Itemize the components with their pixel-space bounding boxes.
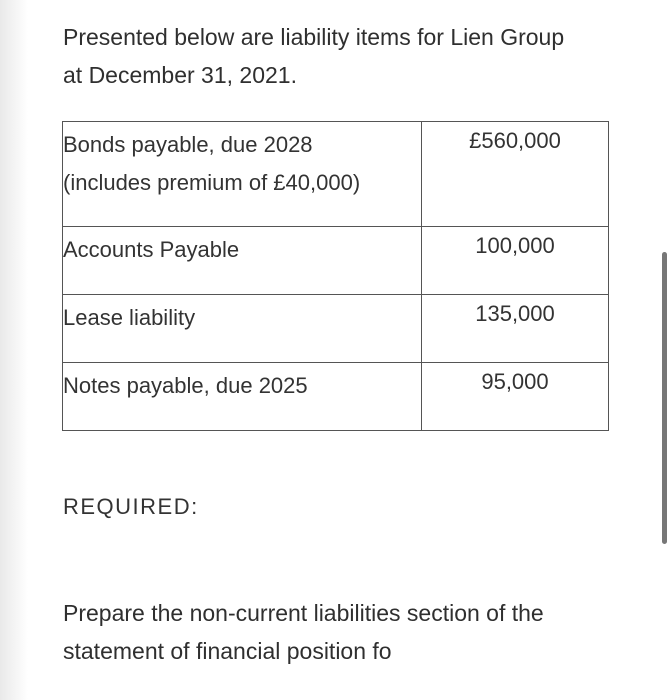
intro-line-2: at December 31, 2021. bbox=[63, 62, 297, 88]
liability-amount: £560,000 bbox=[422, 122, 609, 227]
liability-description: Accounts Payable bbox=[63, 227, 422, 295]
liability-description: Notes payable, due 2025 bbox=[63, 363, 422, 431]
left-edge-shadow bbox=[0, 0, 28, 700]
table-row bbox=[63, 227, 609, 295]
prompt-line-2: statement of financial position fo bbox=[63, 638, 392, 664]
table-row bbox=[63, 363, 609, 431]
question-prompt bbox=[63, 594, 623, 670]
description-line-1: Bonds payable, due 2028 bbox=[63, 132, 313, 157]
description-line-2: (includes premium of £40,000) bbox=[63, 170, 361, 195]
liability-amount: 100,000 bbox=[422, 227, 609, 295]
table-row bbox=[63, 295, 609, 363]
table-row bbox=[63, 122, 609, 227]
liability-amount: 135,000 bbox=[422, 295, 609, 363]
vertical-scrollbar[interactable] bbox=[662, 252, 667, 544]
liability-description bbox=[63, 122, 422, 227]
liability-table bbox=[62, 121, 609, 431]
intro-text bbox=[63, 18, 623, 94]
liability-amount: 95,000 bbox=[422, 363, 609, 431]
intro-line-1: Presented below are liability items for Lien Group bbox=[63, 24, 565, 50]
prompt-line-1: Prepare the non-current liabilities section of the bbox=[63, 600, 544, 626]
required-heading: REQUIRED: bbox=[63, 494, 199, 519]
liability-description: Lease liability bbox=[63, 295, 422, 363]
